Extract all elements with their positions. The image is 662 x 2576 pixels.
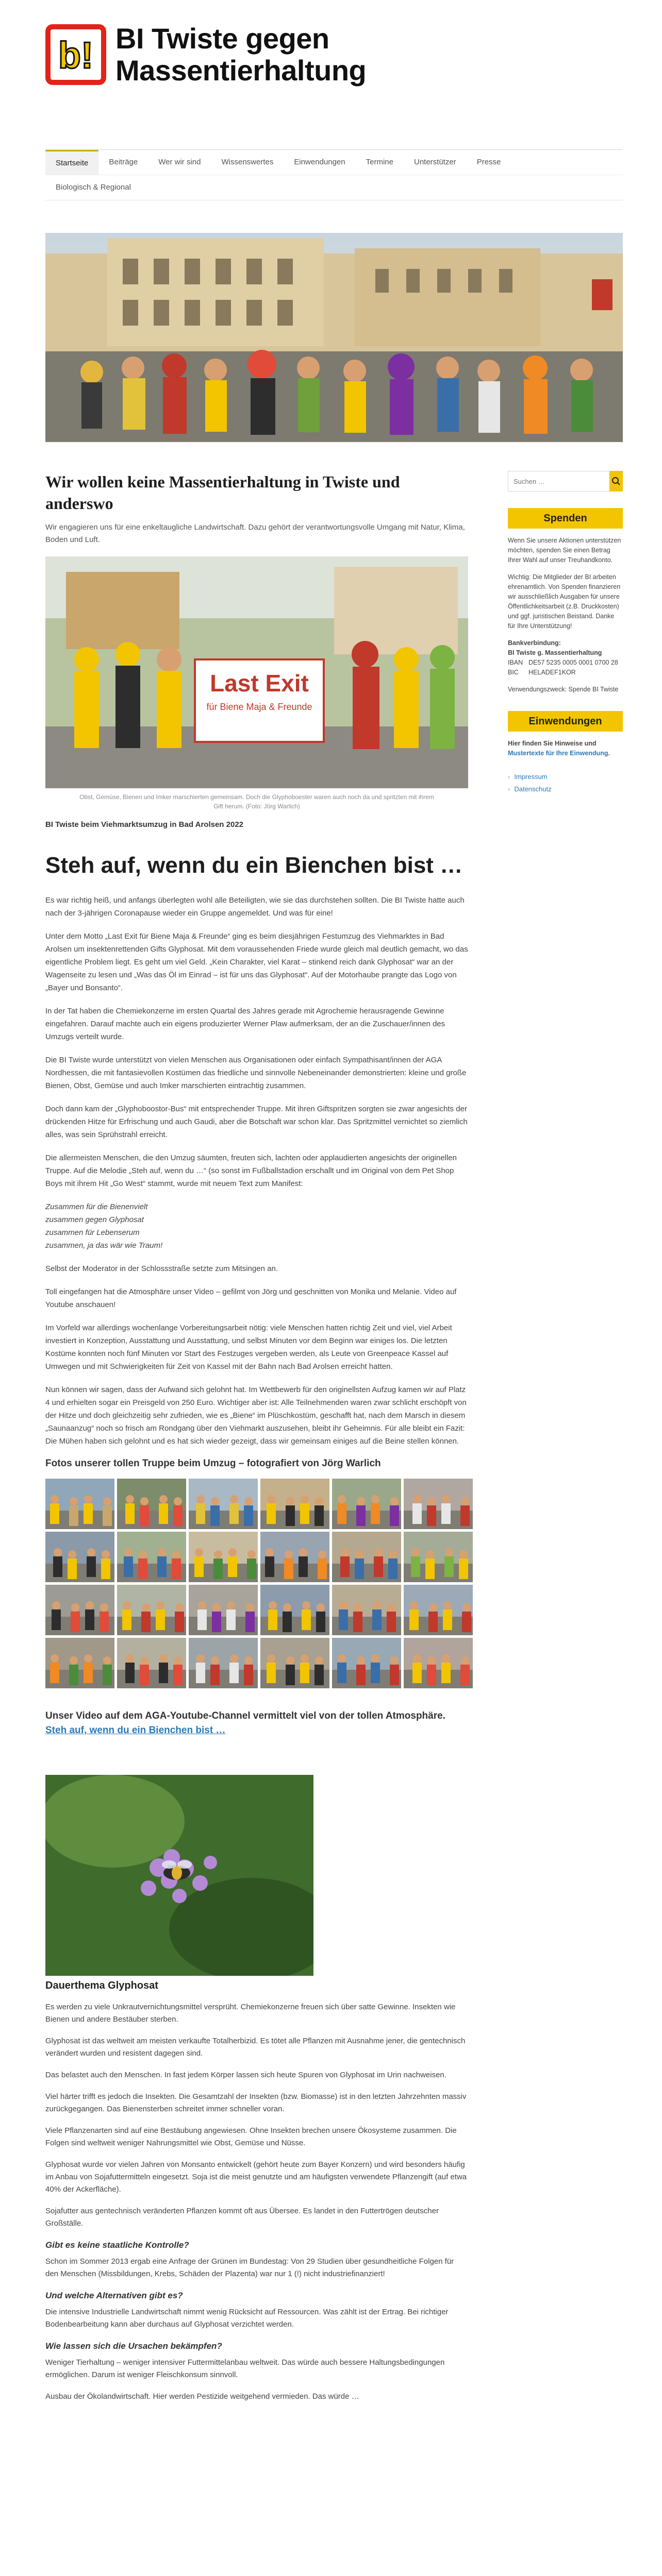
site-logo[interactable] bbox=[45, 24, 106, 85]
impressum-link[interactable]: › Impressum bbox=[508, 771, 623, 783]
lyric-line: Zusammen für die Bienenvielt bbox=[45, 1202, 148, 1211]
bic-row bbox=[508, 668, 623, 677]
flower-image bbox=[45, 1775, 313, 1976]
purpose: Verwendungszweck: Spende BI Twiste bbox=[508, 686, 619, 693]
search-button[interactable] bbox=[609, 471, 623, 492]
gallery-photo[interactable] bbox=[117, 1479, 186, 1529]
glyph-paragraph-4: Viel härter trifft es jedoch die Insekten. Die Gesamtzahl der Insekten (bzw. Biomasse) ist in den letzten Jahrzehnten massiv zurückgegangen. Das Bienensterben schreitet immer schneller voran. bbox=[45, 2092, 467, 2113]
gallery-photo[interactable] bbox=[332, 1638, 401, 1688]
nav-item-beitraege[interactable]: Beiträge bbox=[109, 158, 138, 166]
nav-item-einwendungen[interactable]: Einwendungen bbox=[294, 158, 345, 166]
nav-item-wissenswertes[interactable]: Wissenswertes bbox=[221, 158, 274, 166]
spenden-widget bbox=[508, 536, 623, 694]
song-lyrics bbox=[45, 1200, 468, 1252]
nav-row-2 bbox=[45, 175, 623, 199]
gallery-photo[interactable] bbox=[117, 1585, 186, 1635]
glyph-paragraph-5: Viele Pflanzenarten sind auf eine Bestäubung angewiesen. Ohne Insekten brechen unsere Ökosysteme zusammen. Die Folgen sind weltweit weniger Nahrungsmittel wie Obst, Gemüse und Nüsse. bbox=[45, 2126, 457, 2147]
logo-b-icon bbox=[51, 30, 101, 79]
hero-parade-photo bbox=[45, 233, 623, 442]
gallery-photo[interactable] bbox=[45, 1585, 114, 1635]
paragraph-6: Die allermeisten Menschen, die den Umzug säumten, freuten sich, lachten oder applaudierten angesichts der originellen Truppe. Auf die Melodie „Steh auf, wenn du …“ (so sonst im Fußballstadion erschallt und im Original von dem Pet Shop Boys mit ihrem Hit „Go West“ stammt, wurde mit neuem Text zum Manifest: bbox=[45, 1154, 457, 1188]
spenden-text-2: Wichtig: Die Mitglieder der BI arbeiten ehrenamtlich. Von Spenden finanzieren wir ausschließlich Ausgaben für unsere Öffentlichkeitsarbeit (z.B. Druckkosten) und ggf. juristischen Beistand. Danke für Ihre Unterstützung! bbox=[508, 573, 621, 630]
gallery-photo[interactable] bbox=[45, 1532, 114, 1582]
section-heading-bienchen: Steh auf, wenn du ein Bienchen bist … bbox=[45, 853, 463, 878]
gallery-photo[interactable] bbox=[404, 1585, 473, 1635]
gallery-photo[interactable] bbox=[332, 1532, 401, 1582]
gallery-photo[interactable] bbox=[189, 1585, 258, 1635]
gallery-photo[interactable] bbox=[260, 1532, 329, 1582]
svg-text:b!: b! bbox=[58, 35, 93, 76]
paragraph-8: Toll eingefangen hat die Atmosphäre unser Video – gefilmt von Jörg und geschnitten von Monika und Melanie. Video auf Youtube anschauen! bbox=[45, 1287, 457, 1309]
meta-links bbox=[508, 771, 623, 795]
glyphosat-body bbox=[45, 2001, 468, 2403]
einwendungen-text: Hier finden Sie Hinweise und bbox=[508, 740, 597, 747]
post-title: Wir wollen keine Massentierhaltung in Twiste und anderswo bbox=[45, 472, 400, 513]
paragraph-10: Nun können wir sagen, dass der Aufwand sich gelohnt hat. Im Wettbewerb für den originellsten Aufzug kamen wir auf Platz 4 und erhielten sogar ein Preisgeld von 250 Euro. Wichtiger aber ist: Alle Teilnehmenden waren zwar schlicht erschöpft von der Hitze und doch gleichzeitig sehr zufrieden, wie es „Biene“ im Plüschkostüm, geschafft hat, nach dem Marsch in diesem „Saunaanzug“ noch so frisch am Rondgang über den Viehmarkt auszusehen, bleibt ihr Geheimnis. Für alle bleibt ein Fazit: Die Mühen haben sich gelohnt und es hat sich wieder gezeigt, dass wir gemeinsam einiges auf die Beine stellen können. bbox=[45, 1385, 467, 1446]
gallery-photo[interactable] bbox=[117, 1532, 186, 1582]
einwendungen-widget-title: Einwendungen bbox=[508, 711, 623, 732]
search-form bbox=[508, 471, 623, 492]
post-intro: Wir engagieren uns für eine enkeltaugliche Landwirtschaft. Dazu gehört der verantwortungsvolle Umgang mit Natur, Klima, Boden und Luft. bbox=[45, 523, 465, 544]
glyph-paragraph-2: Glyphosat ist das weltweit am meisten verkaufte Totalherbizid. Es tötet alle Pflanzen mit Ausnahme jener, die gentechnisch verändert wurden und resistent dagegen sind. bbox=[45, 2037, 466, 2058]
gallery-photo[interactable] bbox=[260, 1585, 329, 1635]
glyph-paragraph-3: Das belastet auch den Menschen. In fast jedem Körper lassen sich heute Spuren von Glyphosat im Urin nachweisen. bbox=[45, 2071, 446, 2079]
search-input[interactable] bbox=[508, 471, 609, 492]
gallery-photo[interactable] bbox=[404, 1638, 473, 1688]
nav-row-1 bbox=[45, 150, 623, 175]
bee-on-flower-photo bbox=[45, 1775, 313, 1976]
glyph-paragraph-6: Glyphosat wurde vor vielen Jahren von Monsanto entwickelt (gehört heute zum Bayer Konzern) und wird besonders häufig im Anbau von Sojafuttermitteln eingesetzt. Soja ist die meist genutzte und am häufigsten verwendete Pflanzengift (auf etwa 40% der Ackerfläche). bbox=[45, 2160, 467, 2194]
video-link[interactable]: Steh auf, wenn du ein Bienchen bist … bbox=[45, 1725, 226, 1736]
video-note-text: Unser Video auf dem AGA-Youtube-Channel vermittelt viel von der tollen Atmosphäre. bbox=[45, 1710, 445, 1721]
einwendungen-link[interactable]: Mustertexte für Ihre Einwendung. bbox=[508, 750, 610, 757]
spenden-widget-title: Spenden bbox=[508, 508, 623, 529]
paragraph-2: Unter dem Motto „Last Exit für Biene Maja & Freunde“ ging es beim diesjährigen Festumzug des Viehmarktes in Bad Arolsen um insektenrettenden Gifts Glyphosat. Mit dem voraussehenden Friede wurde gleich mal deutlich gemacht, wo das eigentliche Problem liegt. Es geht um viel Geld. „Kein Charakter, viel Karat – stinkend reich dank Glyphosat“ war an der Wagenseite zu lesen und „Was das Öl im Einrad – ist für uns das Glyphosat“. Auf der Motorhaube prangte das Logo von „Bayer und Bonsanto“. bbox=[45, 932, 468, 992]
parade-group-photo bbox=[45, 556, 468, 788]
nav-item-startseite[interactable]: Startseite bbox=[45, 150, 98, 175]
post-body bbox=[45, 894, 468, 1448]
glyphosat-heading: Dauerthema Glyphosat bbox=[45, 1980, 158, 1991]
gallery-photo[interactable] bbox=[189, 1532, 258, 1582]
nav-item-wer-wir-sind[interactable]: Wer wir sind bbox=[158, 158, 201, 166]
video-note bbox=[45, 1709, 468, 1738]
site-title-line1: BI Twiste gegen bbox=[115, 22, 329, 55]
paragraph-4: Die BI Twiste wurde unterstützt von vielen Menschen aus Organisationen oder einfach Sympathisant/innen der AGA Nordhessen, die mit fantasievollen Kostümen das friedliche und sinnvolle Nebeneinander demonstrierten: kleine und große Bienen, Obst, Gemüse und auch Imker marschierten eintrachtig zusammen. bbox=[45, 1056, 467, 1090]
gallery-photo[interactable] bbox=[332, 1585, 401, 1635]
iban-row bbox=[508, 658, 623, 668]
datenschutz-link[interactable]: › Datenschutz bbox=[508, 783, 623, 795]
nav-item-unterstuetzer[interactable]: Unterstützer bbox=[413, 158, 456, 166]
bank-details bbox=[508, 638, 623, 694]
glyph-paragraph-1: Es werden zu viele Unkrautvernichtungsmittel versprüht. Chemiekonzerne freuen sich über satte Gewinne. Insekten wie Bienen und andere Bestäuber sterben. bbox=[45, 2003, 456, 2024]
bic-value: HELADEF1KOR bbox=[528, 669, 576, 676]
hero-image bbox=[45, 233, 623, 442]
banner-title: Last Exit bbox=[210, 670, 309, 697]
banner-subtitle: für Biene Maja & Freunde bbox=[206, 702, 312, 712]
lyric-line: zusammen, ja das wär wie Traum! bbox=[45, 1241, 163, 1250]
post-place: BI Twiste beim Viehmarktsumzug in Bad Arolsen 2022 bbox=[45, 820, 244, 829]
gallery-photo[interactable] bbox=[45, 1479, 114, 1529]
nav-item-presse[interactable]: Presse bbox=[476, 158, 501, 166]
gallery-photo[interactable] bbox=[260, 1479, 329, 1529]
gallery-photo[interactable] bbox=[189, 1638, 258, 1688]
iban-label: IBAN bbox=[508, 659, 523, 666]
sidebar bbox=[508, 471, 623, 795]
bank-name: BI Twiste g. Massentierhaltung bbox=[508, 649, 602, 656]
answer-1: Schon im Sommer 2013 ergab eine Anfrage der Grünen im Bundestag: Von 29 Studien über gesundheitliche Folgen für den Menschen (Missbildungen, Krebs, Schäden der Plazenta) war nur 1 (!) nicht industriefinanziert! bbox=[45, 2257, 454, 2278]
main-content bbox=[45, 471, 468, 2412]
post-figure bbox=[45, 556, 468, 788]
nav-item-termine[interactable]: Termine bbox=[366, 158, 393, 166]
gallery-photo[interactable] bbox=[404, 1479, 473, 1529]
search-icon bbox=[611, 477, 621, 486]
question-2: Und welche Alternativen gibt es? bbox=[45, 2291, 183, 2300]
lyric-line: zusammen gegen Glyphosat bbox=[45, 1215, 144, 1224]
nav-item-biologisch-regional[interactable]: Biologisch & Regional bbox=[56, 182, 131, 192]
gallery-photo[interactable] bbox=[117, 1638, 186, 1688]
gallery-heading: Fotos unserer tollen Truppe beim Umzug – fotografiert von Jörg Warlich bbox=[45, 1458, 381, 1469]
answer-3: Weniger Tierhaltung – weniger intensiver Futtermittelanbau weltweit. Das würde auch bessere Haltungsbedingungen ermöglichen. Darum ist weniger Fleischkonsum sinnvoll. bbox=[45, 2358, 445, 2379]
spenden-text-1: Wenn Sie unsere Aktionen unterstützen möchten, spenden Sie einen Betrag Ihrer Wahl auf unser Treuhandkonto. bbox=[508, 537, 621, 564]
answer-2: Die intensive Industrielle Landwirtschaft nimmt wenig Rücksicht auf Ressourcen. Was zählt ist der Ertrag. Bei richtiger Bodenbearbeitung kann aber durchaus auf Glyphosat verzichtet werden. bbox=[45, 2308, 449, 2329]
bic-label: BIC bbox=[508, 669, 519, 676]
question-1: Gibt es keine staatliche Kontrolle? bbox=[45, 2240, 189, 2250]
gallery-photo[interactable] bbox=[45, 1638, 114, 1688]
site-title-line2: Massentierhaltung bbox=[115, 54, 367, 87]
paragraph-5: Doch dann kam der „Glyphoboostor-Bus“ mit entsprechender Truppe. Mit ihren Giftspritzen sorgten sie zwar angesichts der drückenden Hitze für Erfrischung und auch Gaudi, aber die Botschaft war schon klar. Das Spritzmittel vernichtet so ziemlich alles, was sein Sprühstrahl erreicht. bbox=[45, 1105, 468, 1139]
figure-caption: Obst, Gemüse, Bienen und Imker marschierten gemeinsam. Doch die Glyphoboester waren auch noch da und spritzten mit ihrem Gift herum. (Foto: Jörg Warlich) bbox=[79, 793, 434, 810]
lyric-line: zusammen für Lebenserum bbox=[45, 1228, 140, 1237]
question-3: Wie lassen sich die Ursachen bekämpfen? bbox=[45, 2341, 222, 2351]
gallery-photo[interactable] bbox=[404, 1532, 473, 1582]
glyph-paragraph-7: Sojafutter aus gentechnisch veränderten Pflanzen kommt oft aus Übersee. Es landet in den Futtertrögen deutscher Großställe. bbox=[45, 2207, 439, 2228]
bank-heading: Bankverbindung: bbox=[508, 639, 561, 647]
site-header bbox=[45, 23, 366, 87]
paragraph-1: Es war richtig heiß, und anfangs überlegten wohl alle Beteiligten, wie sie das durchstehen sollten. Die BI Twiste hatte auch nach der 3-jährigen Coronapause wieder ein Gruppe angemeldet. Und was für eine! bbox=[45, 896, 465, 918]
answer-4: Ausbau der Ökolandwirtschaft. Hier werden Pestizide weitgehend vermieden. Das würde … bbox=[45, 2392, 359, 2401]
iban-value: DE57 5235 0005 0001 0700 28 bbox=[528, 659, 618, 666]
gallery-photo[interactable] bbox=[332, 1479, 401, 1529]
paragraph-3: In der Tat haben die Chemiekonzerne im ersten Quartal des Jahres gerade mit Agrochemie herausragende Gewinne eingefahren. Darauf machte auch ein eigens produzierter Werner Plaw aufmerksam, der an die Zuschauer/innen des Umzugs verteilt wurde. bbox=[45, 1007, 445, 1041]
paragraph-9: Im Vorfeld war allerdings wochenlange Vorbereitungsarbeit nötig: viele Menschen hatten richtig Zeit und viel, viel Arbeit investiert in Konzeption, Ausstattung und Ausstattung, und selbst Minuten vor dem Beginn war einiges los. Die letzten Kostüme konnten noch fünf Minuten vor Start des Festzuges vergeben werden, als Leute von Greenpeace Kassel auf Umwegen und mit Schwierigkeiten für Zeit von Kassel mit der Bahn nach Bad Arolsen erreicht hatten. bbox=[45, 1324, 452, 1371]
gallery-photo[interactable] bbox=[189, 1479, 258, 1529]
einwendungen-widget bbox=[508, 739, 623, 758]
photo-gallery bbox=[45, 1479, 473, 1688]
gallery-photo[interactable] bbox=[260, 1638, 329, 1688]
main-nav bbox=[45, 149, 623, 199]
site-title[interactable] bbox=[115, 23, 366, 87]
paragraph-7: Selbst der Moderator in der Schlossstraße setzte zum Mitsingen an. bbox=[45, 1264, 278, 1273]
